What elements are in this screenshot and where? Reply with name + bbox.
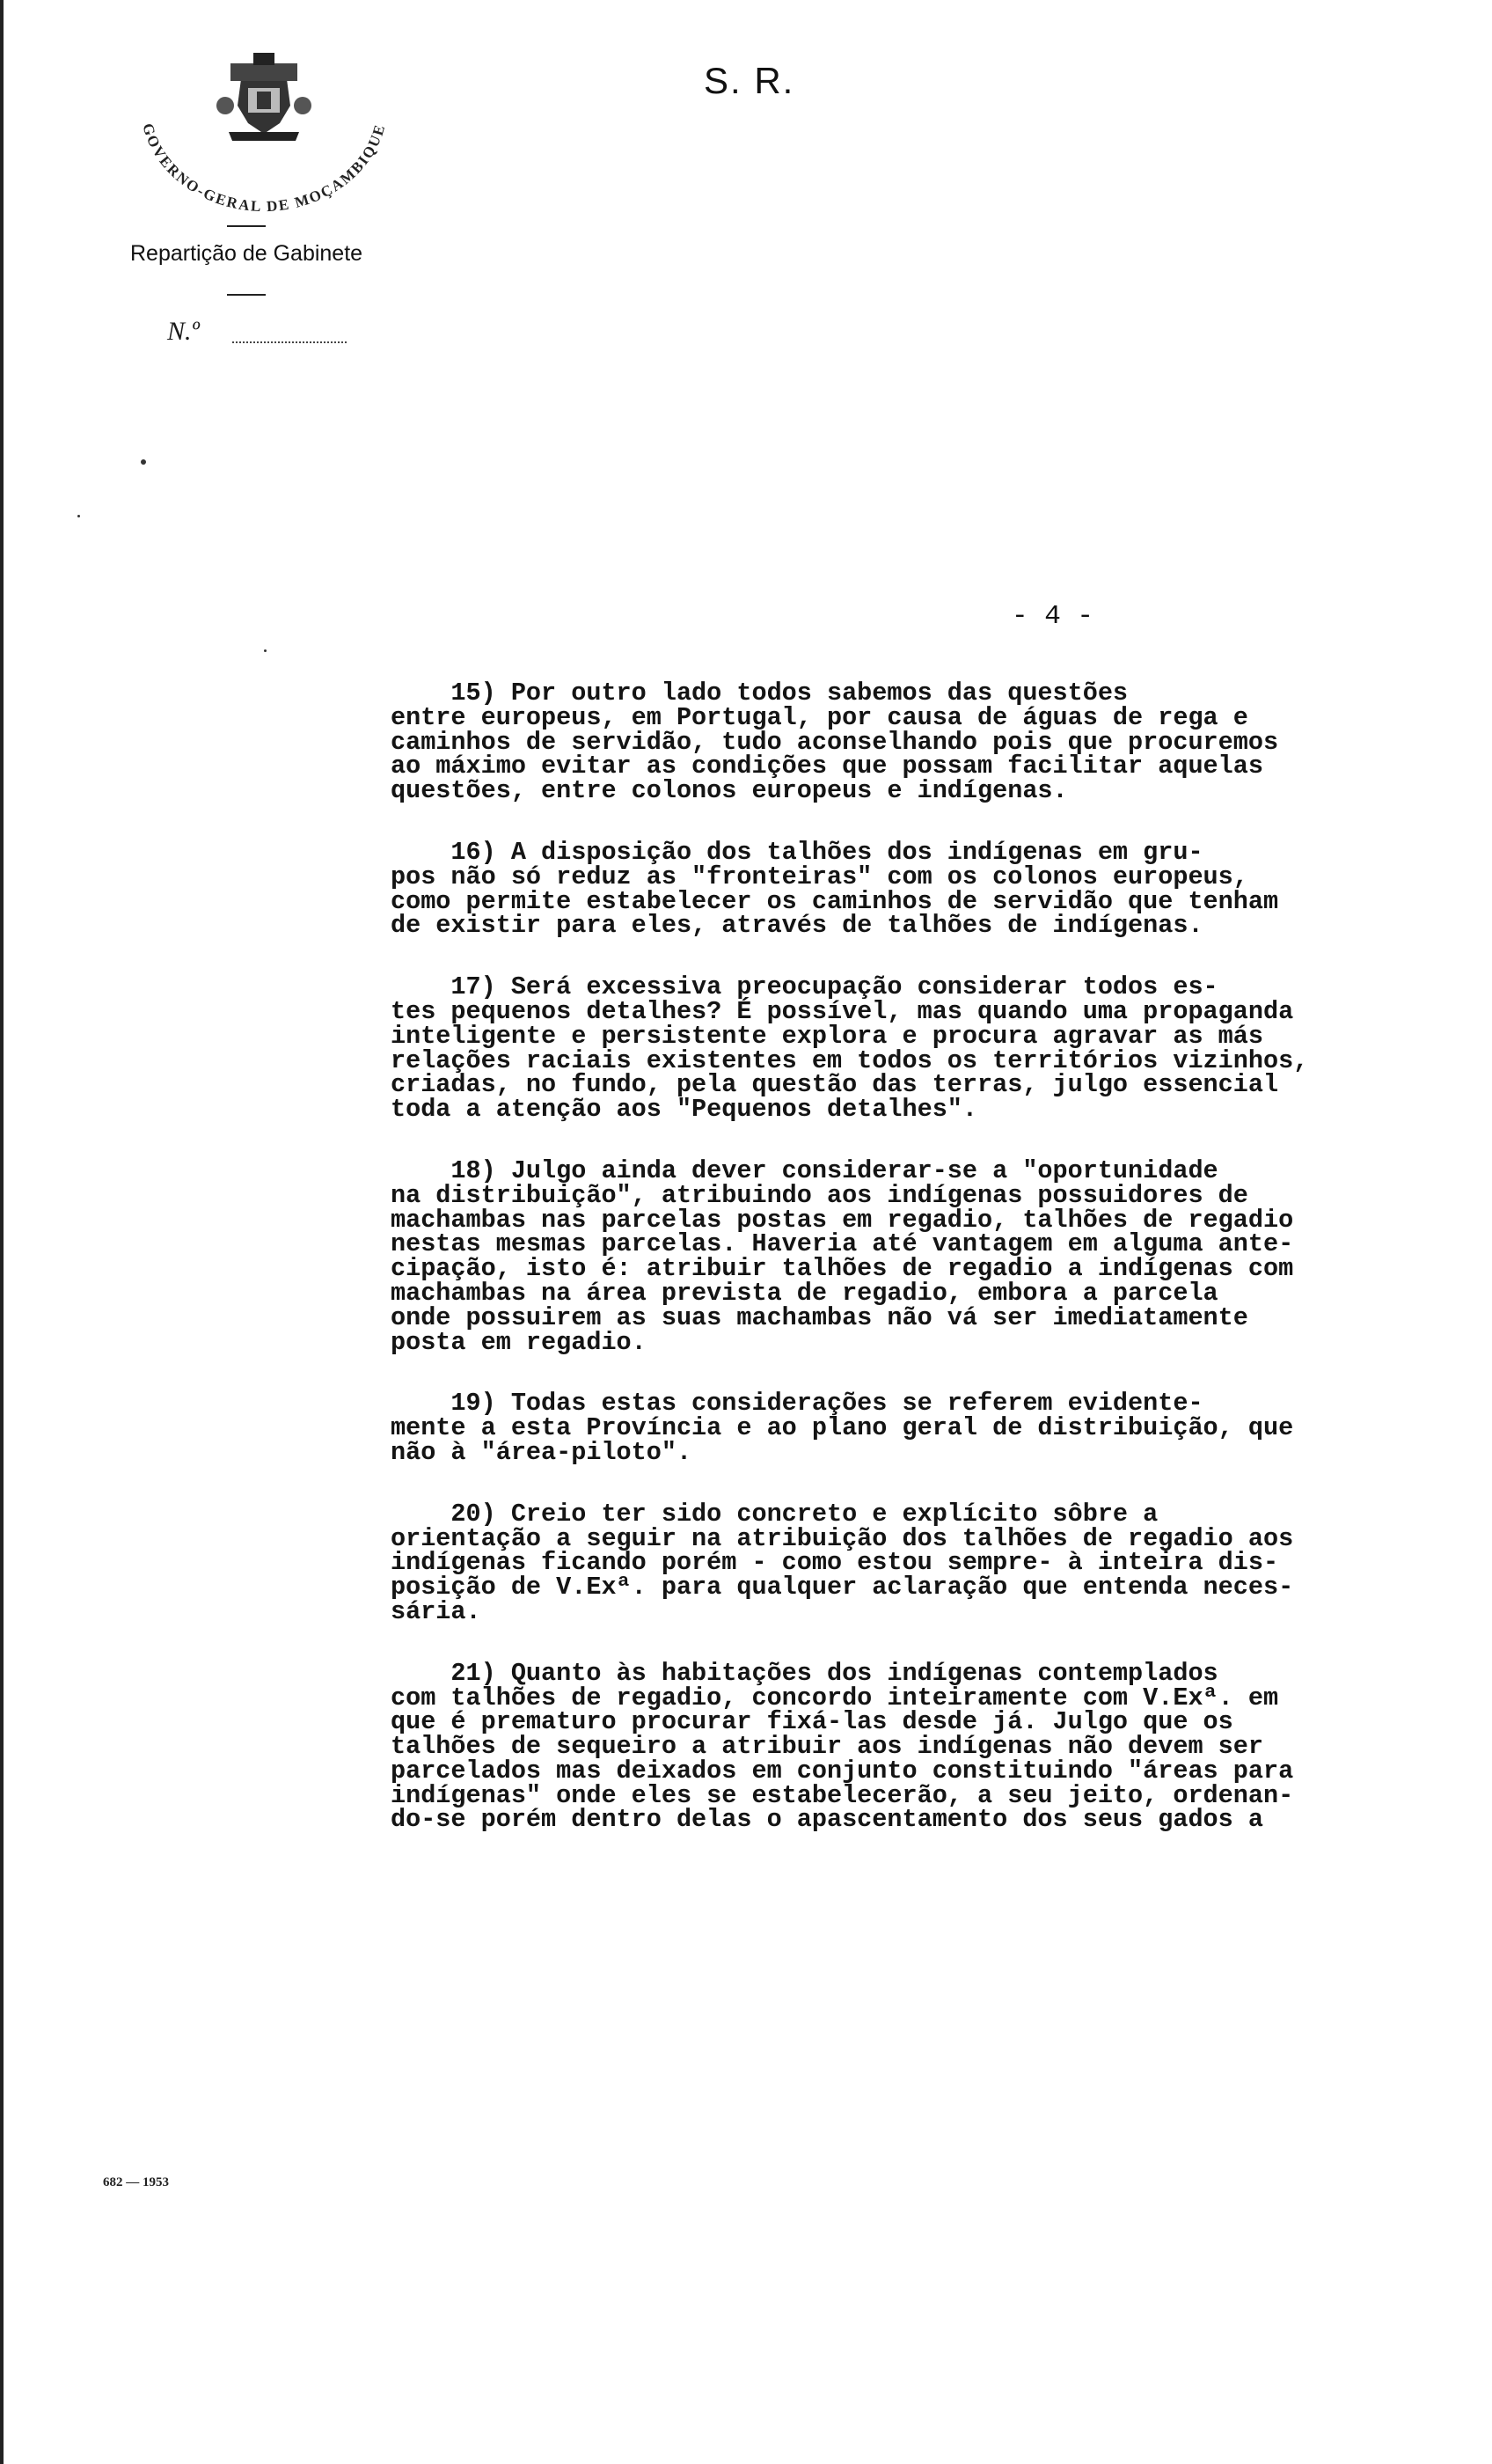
paragraph-19: 19) Todas estas considerações se referem evidente- mente a esta Província e ao plano geral de distribuição, que não à "área-piloto".	[391, 1389, 1294, 1467]
paragraph-18: 18) Julgo ainda dever considerar-se a "oportunidade na distribuição", atribuindo aos indígenas possuidores de machambas nas parcelas postas em regadio, talhões de regadio nestas mesmas parcelas. Haveria até vantagem em alguma ante- cipação, isto é: atribuir talhões de regadio a indígenas com machambas na área prevista de regadio, embora a parcela onde possuirem as suas machambas não vá ser imediatamente posta em regadio.	[391, 1155, 1294, 1357]
number-blank-line	[232, 341, 347, 343]
ink-speck	[141, 459, 146, 465]
paragraph-20: 20) Creio ter sido concreto e explícito sôbre a orientação a seguir na atribuição dos talhões de regadio aos indígenas ficando porém - como estou sempre- à inteira dis- posição de V.Exª. para qualquer aclaração que entenda neces- sária.	[391, 1499, 1294, 1626]
coat-of-arms-seal	[114, 53, 413, 220]
form-code: 682 — 1953	[103, 2175, 169, 2189]
seal-ring-text: GOVERNO-GERAL DE MOÇAMBIQUE	[139, 121, 389, 216]
letter-body	[391, 678, 1446, 1869]
department-label: Repartição de Gabinete	[130, 241, 363, 266]
reference-number-field	[167, 317, 361, 352]
paragraph-15: 15) Por outro lado todos sabemos das questões entre europeus, em Portugal, por causa de águas de rega e caminhos de servidão, tudo aconselhando pois que procuremos ao máximo evitar as condições que possam facilitar aquelas questões, entre colonos europeus e indígenas.	[391, 678, 1279, 806]
shield-icon	[216, 53, 311, 141]
divider	[227, 225, 266, 227]
page-number: - 4 -	[1012, 601, 1094, 632]
paragraph-17: 17) Será excessiva preocupação considerar todos es- tes pequenos detalhes? É possível, mas quando uma propaganda inteligente e persistente explora e procura agravar as más relações raciais existentes em todos os territórios vizinhos, criadas, no fundo, pela questão das terras, julgo essencial toda a atenção aos "Pequenos detalhes".	[391, 972, 1309, 1125]
ink-speck	[264, 649, 267, 652]
divider	[227, 294, 266, 296]
ink-speck	[77, 515, 80, 517]
header-mark: S. R.	[704, 60, 795, 101]
paragraph-21: 21) Quanto às habitações dos indígenas contemplados com talhões de regadio, concordo inteiramente com V.Exª. em que é prematuro procurar fixá-las desde já. Julgo que os talhões de sequeiro a atribuir aos indígenas não devem ser parcelados mas deixados em conjunto constituindo "áreas para indígenas" onde eles se estabelecerão, a seu jeito, ordenan- do-se porém dentro delas o apascentamento dos seus gados a	[391, 1658, 1294, 1835]
page-left-edge	[0, 0, 9, 2464]
number-label: N.º	[167, 317, 200, 346]
paragraph-16: 16) A disposição dos talhões dos indígenas em gru- pos não só reduz as "fronteiras" com os colonos europeus, como permite estabelecer os caminhos de servidão que tenham de existir para eles, através de talhões de indígenas.	[391, 837, 1279, 941]
